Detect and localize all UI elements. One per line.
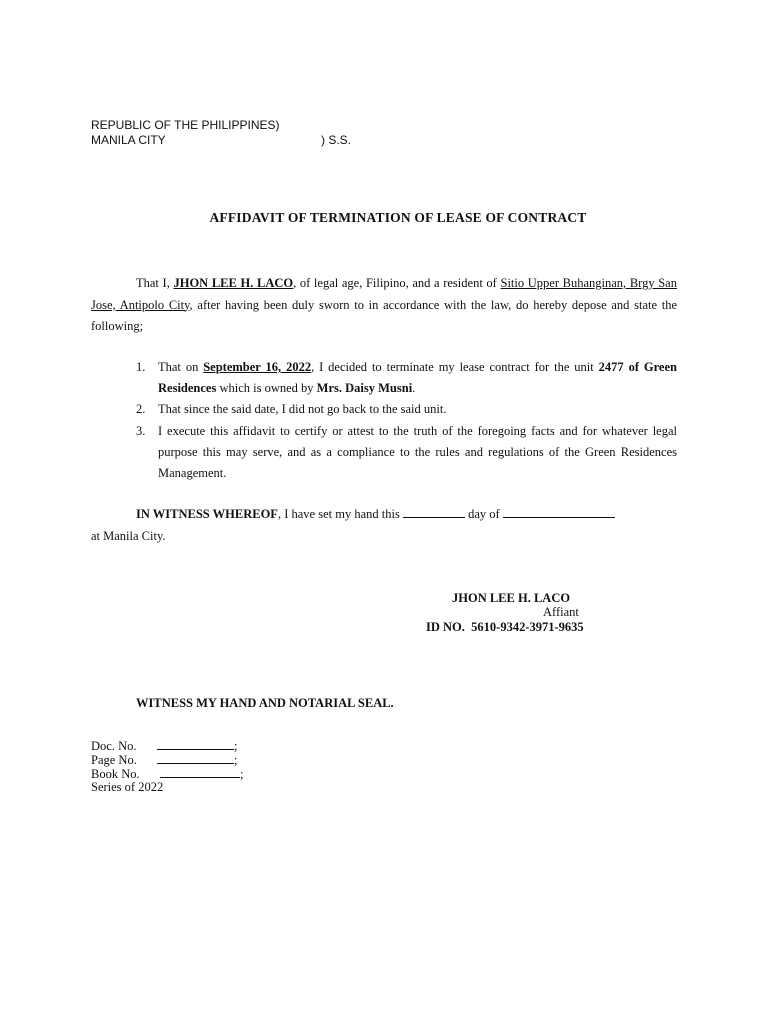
statement-text: That since the said date, I did not go back to the said unit. [158, 402, 447, 417]
termination-date: September 16, 2022 [203, 360, 312, 374]
intro-text-2: , of legal age, Filipino, and a resident of [293, 276, 501, 290]
venue-city: MANILA CITY [91, 133, 166, 147]
venue-ss: ) S.S. [321, 133, 352, 147]
venue-republic: REPUBLIC OF THE PHILIPPINES) [91, 118, 280, 132]
statement-item [91, 357, 677, 399]
signatory-name: JHON LEE H. LACO [452, 591, 571, 605]
statement-text: That on [158, 360, 204, 374]
statement-item [91, 421, 677, 485]
statement-list [91, 357, 677, 484]
doc-no-blank [157, 738, 234, 750]
book-no-blank [160, 766, 240, 778]
affiant-name: JHON LEE H. LACO [173, 276, 294, 290]
witness-clause [91, 504, 677, 547]
witness-text: day of [464, 507, 503, 521]
notarial-heading: WITNESS MY HAND AND NOTARIAL SEAL. [136, 696, 394, 710]
owner-name: Mrs. Daisy Musni [316, 381, 413, 396]
semicolon: ; [234, 753, 238, 767]
affiant-address: Sitio Upper Buhanginan, Brgy San Jose, Antipolo City, [91, 276, 677, 312]
id-number: 5610-9342-3971-9635 [471, 620, 584, 634]
statement-number: 3. [136, 423, 146, 438]
doc-no-label: Doc. No. [91, 739, 137, 753]
witness-text: , I have set my hand this [277, 507, 403, 521]
intro-text-1: That I, [136, 276, 174, 290]
statement-item [91, 399, 677, 420]
statement-text: I execute this affidavit to certify or attest to the truth of the foregoing facts and for whatever legal purpose this may serve, and as a compliance to the rules and regulations of the Green Residences Management. [158, 423, 677, 481]
statement-text: , I decided to terminate my lease contract for the unit [311, 360, 599, 374]
day-blank [403, 506, 465, 518]
book-no-label: Book No. [91, 767, 140, 781]
signatory-id [426, 620, 584, 635]
id-label: ID NO. [426, 620, 465, 634]
statement-number: 2. [136, 402, 146, 417]
month-blank [503, 506, 615, 518]
series-line: Series of 2022 [91, 780, 164, 794]
witness-lead: IN WITNESS WHEREOF [136, 507, 278, 521]
intro-paragraph [91, 273, 677, 338]
witness-place: at Manila City. [91, 528, 166, 543]
document-title: AFFIDAVIT OF TERMINATION OF LEASE OF CONTRACT [209, 210, 587, 225]
page-no-blank [157, 752, 234, 764]
page-no-label: Page No. [91, 753, 137, 767]
semicolon: ; [234, 739, 238, 753]
statement-text: . [412, 381, 416, 396]
statement-number: 1. [136, 360, 146, 374]
semicolon: ; [240, 767, 244, 781]
unit-name: 2477 of Green Residences [158, 360, 677, 396]
intro-text-3: after having been duly sworn to in accordance with the law, do hereby depose and state the following; [91, 297, 677, 333]
signatory-role: Affiant [543, 605, 579, 619]
statement-text: which is owned by [216, 381, 317, 396]
